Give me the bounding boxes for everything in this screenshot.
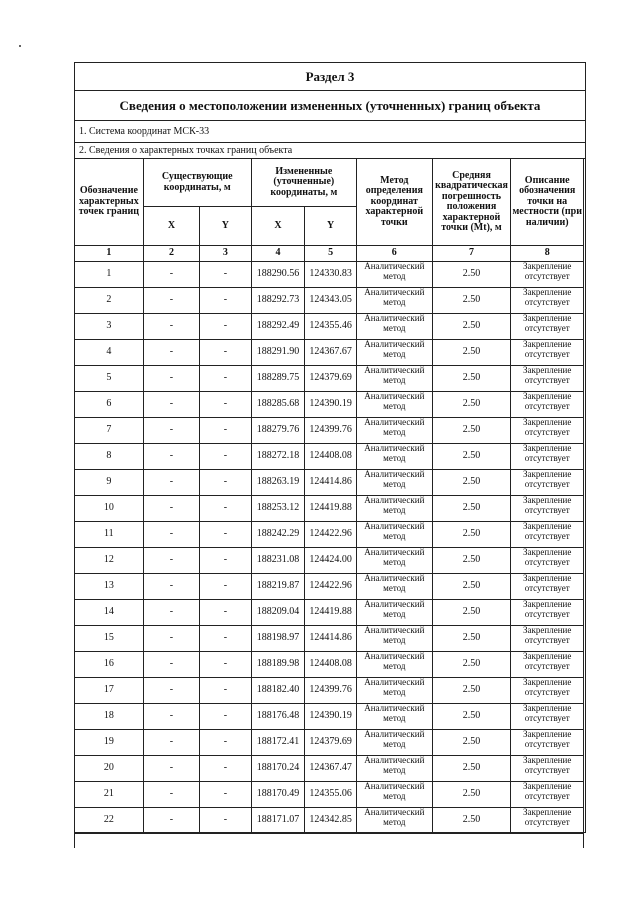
table-row bbox=[75, 808, 584, 834]
existing-x-cell: - bbox=[143, 730, 199, 756]
table-row bbox=[75, 314, 584, 340]
method-cell: Аналитический метод bbox=[357, 574, 433, 600]
changed-y-cell: 124399.76 bbox=[305, 418, 357, 444]
description-cell: Закрепление отсутствует bbox=[511, 444, 584, 470]
column-number: 1 bbox=[75, 246, 144, 262]
point-id-cell: 10 bbox=[75, 496, 144, 522]
point-id-cell: 22 bbox=[75, 808, 144, 834]
existing-y-cell: - bbox=[200, 444, 251, 470]
changed-y-cell: 124414.86 bbox=[305, 626, 357, 652]
existing-y-cell: - bbox=[200, 366, 251, 392]
description-cell: Закрепление отсутствует bbox=[511, 288, 584, 314]
existing-y-cell: - bbox=[200, 730, 251, 756]
description-cell: Закрепление отсутствует bbox=[511, 470, 584, 496]
error-cell: 2.50 bbox=[432, 756, 511, 782]
description-cell: Закрепление отсутствует bbox=[511, 548, 584, 574]
existing-y-cell: - bbox=[200, 496, 251, 522]
header-error: Средняя квадратическая погрешность положения характерной точки (Mt), м bbox=[432, 159, 511, 246]
table-row bbox=[75, 548, 584, 574]
changed-x-cell: 188198.97 bbox=[251, 626, 305, 652]
description-cell: Закрепление отсутствует bbox=[511, 704, 584, 730]
description-cell: Закрепление отсутствует bbox=[511, 756, 584, 782]
point-id-cell: 5 bbox=[75, 366, 144, 392]
changed-x-cell: 188292.49 bbox=[251, 314, 305, 340]
point-id-cell: 6 bbox=[75, 392, 144, 418]
method-cell: Аналитический метод bbox=[357, 340, 433, 366]
existing-y-cell: - bbox=[200, 262, 251, 288]
changed-y-cell: 124379.69 bbox=[305, 730, 357, 756]
existing-y-cell: - bbox=[200, 392, 251, 418]
changed-y-cell: 124408.08 bbox=[305, 652, 357, 678]
method-cell: Аналитический метод bbox=[357, 314, 433, 340]
changed-x-cell: 188172.41 bbox=[251, 730, 305, 756]
description-cell: Закрепление отсутствует bbox=[511, 392, 584, 418]
error-cell: 2.50 bbox=[432, 288, 511, 314]
changed-y-cell: 124390.19 bbox=[305, 704, 357, 730]
point-id-cell: 16 bbox=[75, 652, 144, 678]
column-number: 5 bbox=[305, 246, 357, 262]
document-frame bbox=[74, 62, 586, 833]
point-id-cell: 1 bbox=[75, 262, 144, 288]
changed-y-cell: 124330.83 bbox=[305, 262, 357, 288]
point-id-cell: 14 bbox=[75, 600, 144, 626]
existing-y-cell: - bbox=[200, 600, 251, 626]
error-cell: 2.50 bbox=[432, 808, 511, 834]
method-cell: Аналитический метод bbox=[357, 756, 433, 782]
existing-y-cell: - bbox=[200, 704, 251, 730]
table-row bbox=[75, 392, 584, 418]
existing-x-cell: - bbox=[143, 574, 199, 600]
changed-y-cell: 124419.88 bbox=[305, 600, 357, 626]
existing-y-cell: - bbox=[200, 340, 251, 366]
existing-y-cell: - bbox=[200, 470, 251, 496]
existing-x-cell: - bbox=[143, 418, 199, 444]
existing-y-cell: - bbox=[200, 652, 251, 678]
table-row bbox=[75, 418, 584, 444]
point-id-cell: 7 bbox=[75, 418, 144, 444]
table-row bbox=[75, 288, 584, 314]
table-row bbox=[75, 496, 584, 522]
description-cell: Закрепление отсутствует bbox=[511, 496, 584, 522]
point-id-cell: 13 bbox=[75, 574, 144, 600]
description-cell: Закрепление отсутствует bbox=[511, 600, 584, 626]
method-cell: Аналитический метод bbox=[357, 522, 433, 548]
changed-y-cell: 124419.88 bbox=[305, 496, 357, 522]
changed-x-cell: 188272.18 bbox=[251, 444, 305, 470]
changed-y-cell: 124343.05 bbox=[305, 288, 357, 314]
existing-y-cell: - bbox=[200, 678, 251, 704]
table-row bbox=[75, 470, 584, 496]
point-id-cell: 15 bbox=[75, 626, 144, 652]
changed-y-cell: 124424.00 bbox=[305, 548, 357, 574]
changed-x-cell: 188189.98 bbox=[251, 652, 305, 678]
error-cell: 2.50 bbox=[432, 496, 511, 522]
changed-x-cell: 188291.90 bbox=[251, 340, 305, 366]
method-cell: Аналитический метод bbox=[357, 652, 433, 678]
changed-x-cell: 188176.48 bbox=[251, 704, 305, 730]
table-row bbox=[75, 730, 584, 756]
changed-y-cell: 124390.19 bbox=[305, 392, 357, 418]
existing-y-cell: - bbox=[200, 782, 251, 808]
table-trailer-cell bbox=[75, 834, 584, 849]
header-changed-y: Y bbox=[305, 207, 357, 246]
changed-x-cell: 188292.73 bbox=[251, 288, 305, 314]
points-heading: 2. Сведения о характерных точках границ объекта bbox=[75, 143, 585, 159]
changed-y-cell: 124422.96 bbox=[305, 522, 357, 548]
error-cell: 2.50 bbox=[432, 652, 511, 678]
changed-y-cell: 124355.46 bbox=[305, 314, 357, 340]
existing-x-cell: - bbox=[143, 548, 199, 574]
column-number: 4 bbox=[251, 246, 305, 262]
existing-y-cell: - bbox=[200, 288, 251, 314]
changed-x-cell: 188170.49 bbox=[251, 782, 305, 808]
method-cell: Аналитический метод bbox=[357, 730, 433, 756]
changed-y-cell: 124408.08 bbox=[305, 444, 357, 470]
existing-x-cell: - bbox=[143, 496, 199, 522]
point-id-cell: 8 bbox=[75, 444, 144, 470]
changed-y-cell: 124399.76 bbox=[305, 678, 357, 704]
section-title: Раздел 3 bbox=[75, 63, 585, 91]
description-cell: Закрепление отсутствует bbox=[511, 808, 584, 834]
changed-y-cell: 124355.06 bbox=[305, 782, 357, 808]
table-row bbox=[75, 340, 584, 366]
column-number: 8 bbox=[511, 246, 584, 262]
description-cell: Закрепление отсутствует bbox=[511, 626, 584, 652]
existing-y-cell: - bbox=[200, 808, 251, 834]
point-id-cell: 11 bbox=[75, 522, 144, 548]
changed-x-cell: 188219.87 bbox=[251, 574, 305, 600]
table-row bbox=[75, 626, 584, 652]
method-cell: Аналитический метод bbox=[357, 470, 433, 496]
column-number: 6 bbox=[357, 246, 433, 262]
section-subtitle: Сведения о местоположении измененных (уточненных) границ объекта bbox=[75, 91, 585, 121]
changed-x-cell: 188263.19 bbox=[251, 470, 305, 496]
existing-x-cell: - bbox=[143, 808, 199, 834]
existing-x-cell: - bbox=[143, 678, 199, 704]
error-cell: 2.50 bbox=[432, 782, 511, 808]
point-id-cell: 12 bbox=[75, 548, 144, 574]
header-existing: Существующие координаты, м bbox=[143, 159, 251, 207]
column-number-row bbox=[75, 246, 584, 262]
existing-x-cell: - bbox=[143, 470, 199, 496]
error-cell: 2.50 bbox=[432, 340, 511, 366]
method-cell: Аналитический метод bbox=[357, 392, 433, 418]
method-cell: Аналитический метод bbox=[357, 496, 433, 522]
point-id-cell: 21 bbox=[75, 782, 144, 808]
method-cell: Аналитический метод bbox=[357, 678, 433, 704]
changed-y-cell: 124422.96 bbox=[305, 574, 357, 600]
description-cell: Закрепление отсутствует bbox=[511, 678, 584, 704]
existing-y-cell: - bbox=[200, 418, 251, 444]
error-cell: 2.50 bbox=[432, 704, 511, 730]
method-cell: Аналитический метод bbox=[357, 262, 433, 288]
header-existing-x: X bbox=[143, 207, 199, 246]
table-row bbox=[75, 574, 584, 600]
table-row bbox=[75, 704, 584, 730]
changed-y-cell: 124367.47 bbox=[305, 756, 357, 782]
error-cell: 2.50 bbox=[432, 730, 511, 756]
existing-x-cell: - bbox=[143, 288, 199, 314]
method-cell: Аналитический метод bbox=[357, 288, 433, 314]
changed-y-cell: 124367.67 bbox=[305, 340, 357, 366]
header-method: Метод определения координат характерной точки bbox=[357, 159, 433, 246]
changed-x-cell: 188290.56 bbox=[251, 262, 305, 288]
header-description: Описание обозначения точки на местности (при наличии) bbox=[511, 159, 584, 246]
changed-x-cell: 188171.07 bbox=[251, 808, 305, 834]
coord-system-line: 1. Система координат МСК-33 bbox=[75, 121, 585, 143]
changed-x-cell: 188253.12 bbox=[251, 496, 305, 522]
point-id-cell: 18 bbox=[75, 704, 144, 730]
description-cell: Закрепление отсутствует bbox=[511, 262, 584, 288]
changed-x-cell: 188285.68 bbox=[251, 392, 305, 418]
method-cell: Аналитический метод bbox=[357, 782, 433, 808]
error-cell: 2.50 bbox=[432, 418, 511, 444]
changed-x-cell: 188279.76 bbox=[251, 418, 305, 444]
existing-y-cell: - bbox=[200, 626, 251, 652]
table-row bbox=[75, 600, 584, 626]
existing-x-cell: - bbox=[143, 392, 199, 418]
error-cell: 2.50 bbox=[432, 314, 511, 340]
existing-x-cell: - bbox=[143, 366, 199, 392]
existing-x-cell: - bbox=[143, 600, 199, 626]
method-cell: Аналитический метод bbox=[357, 444, 433, 470]
existing-x-cell: - bbox=[143, 444, 199, 470]
changed-x-cell: 188231.08 bbox=[251, 548, 305, 574]
points-table bbox=[74, 158, 584, 848]
existing-x-cell: - bbox=[143, 704, 199, 730]
table-row bbox=[75, 652, 584, 678]
changed-x-cell: 188209.04 bbox=[251, 600, 305, 626]
column-number: 2 bbox=[143, 246, 199, 262]
description-cell: Закрепление отсутствует bbox=[511, 652, 584, 678]
table-row bbox=[75, 522, 584, 548]
table-row bbox=[75, 678, 584, 704]
error-cell: 2.50 bbox=[432, 444, 511, 470]
existing-y-cell: - bbox=[200, 548, 251, 574]
table-row bbox=[75, 444, 584, 470]
method-cell: Аналитический метод bbox=[357, 808, 433, 834]
column-number: 3 bbox=[200, 246, 251, 262]
description-cell: Закрепление отсутствует bbox=[511, 574, 584, 600]
changed-y-cell: 124342.85 bbox=[305, 808, 357, 834]
point-id-cell: 3 bbox=[75, 314, 144, 340]
table-row bbox=[75, 782, 584, 808]
header-existing-y: Y bbox=[200, 207, 251, 246]
error-cell: 2.50 bbox=[432, 626, 511, 652]
changed-x-cell: 188170.24 bbox=[251, 756, 305, 782]
scan-speck bbox=[19, 45, 21, 47]
method-cell: Аналитический метод bbox=[357, 548, 433, 574]
error-cell: 2.50 bbox=[432, 678, 511, 704]
method-cell: Аналитический метод bbox=[357, 418, 433, 444]
description-cell: Закрепление отсутствует bbox=[511, 418, 584, 444]
existing-y-cell: - bbox=[200, 522, 251, 548]
description-cell: Закрепление отсутствует bbox=[511, 366, 584, 392]
method-cell: Аналитический метод bbox=[357, 600, 433, 626]
header-changed-x: X bbox=[251, 207, 305, 246]
description-cell: Закрепление отсутствует bbox=[511, 522, 584, 548]
point-id-cell: 2 bbox=[75, 288, 144, 314]
error-cell: 2.50 bbox=[432, 600, 511, 626]
point-id-cell: 17 bbox=[75, 678, 144, 704]
changed-y-cell: 124379.69 bbox=[305, 366, 357, 392]
table-row bbox=[75, 756, 584, 782]
method-cell: Аналитический метод bbox=[357, 704, 433, 730]
existing-x-cell: - bbox=[143, 314, 199, 340]
existing-y-cell: - bbox=[200, 756, 251, 782]
changed-x-cell: 188289.75 bbox=[251, 366, 305, 392]
existing-y-cell: - bbox=[200, 574, 251, 600]
changed-y-cell: 124414.86 bbox=[305, 470, 357, 496]
description-cell: Закрепление отсутствует bbox=[511, 730, 584, 756]
existing-x-cell: - bbox=[143, 652, 199, 678]
existing-x-cell: - bbox=[143, 262, 199, 288]
column-number: 7 bbox=[432, 246, 511, 262]
existing-x-cell: - bbox=[143, 626, 199, 652]
description-cell: Закрепление отсутствует bbox=[511, 314, 584, 340]
table-trailer-row bbox=[75, 834, 584, 849]
existing-x-cell: - bbox=[143, 756, 199, 782]
error-cell: 2.50 bbox=[432, 392, 511, 418]
changed-x-cell: 188242.29 bbox=[251, 522, 305, 548]
existing-x-cell: - bbox=[143, 340, 199, 366]
point-id-cell: 19 bbox=[75, 730, 144, 756]
table-row bbox=[75, 366, 584, 392]
existing-x-cell: - bbox=[143, 782, 199, 808]
point-id-cell: 20 bbox=[75, 756, 144, 782]
error-cell: 2.50 bbox=[432, 522, 511, 548]
description-cell: Закрепление отсутствует bbox=[511, 340, 584, 366]
table-row bbox=[75, 262, 584, 288]
method-cell: Аналитический метод bbox=[357, 626, 433, 652]
existing-x-cell: - bbox=[143, 522, 199, 548]
error-cell: 2.50 bbox=[432, 262, 511, 288]
point-id-cell: 9 bbox=[75, 470, 144, 496]
error-cell: 2.50 bbox=[432, 470, 511, 496]
description-cell: Закрепление отсутствует bbox=[511, 782, 584, 808]
error-cell: 2.50 bbox=[432, 548, 511, 574]
header-changed: Измененные (уточненные) координаты, м bbox=[251, 159, 356, 207]
header-point-label: Обозначение характерных точек границ bbox=[75, 159, 144, 246]
existing-y-cell: - bbox=[200, 314, 251, 340]
changed-x-cell: 188182.40 bbox=[251, 678, 305, 704]
error-cell: 2.50 bbox=[432, 366, 511, 392]
error-cell: 2.50 bbox=[432, 574, 511, 600]
point-id-cell: 4 bbox=[75, 340, 144, 366]
method-cell: Аналитический метод bbox=[357, 366, 433, 392]
